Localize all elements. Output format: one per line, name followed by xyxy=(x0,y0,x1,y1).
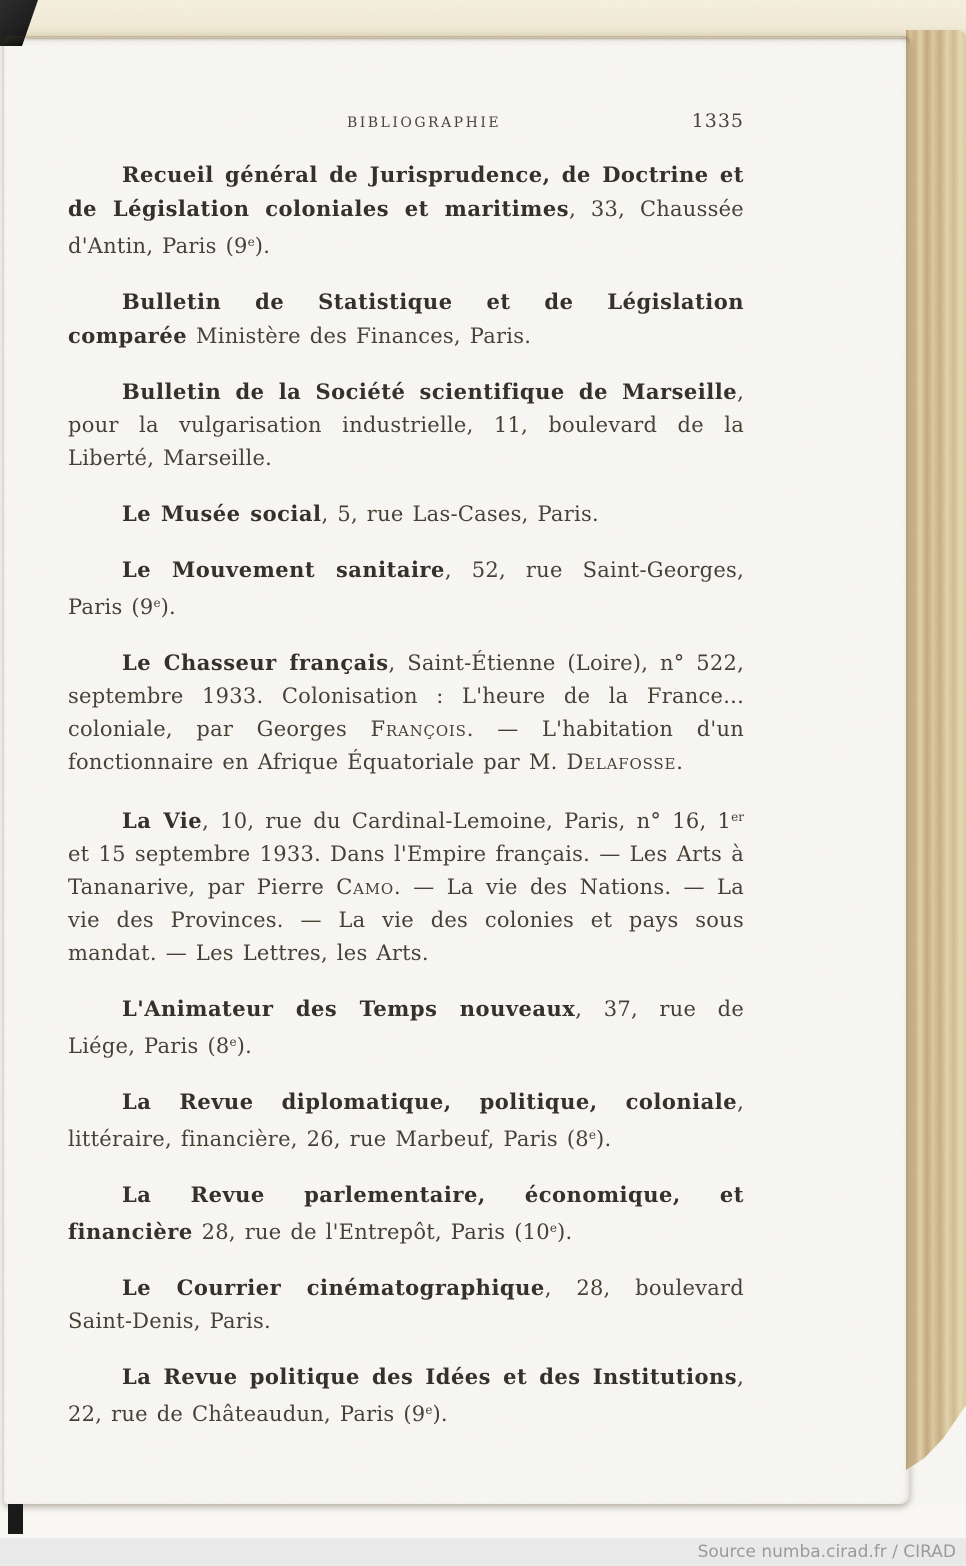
bibliography-entries xyxy=(68,158,744,1431)
entry-title: Bulletin de la Société scientifique de Marseille xyxy=(122,379,738,404)
entry-text: . — L'habitation d'un fonctionnaire en Afrique Équatoriale par M. xyxy=(68,717,744,774)
entry-title: Bulletin de Statistique et de Législation comparée xyxy=(68,289,744,348)
entry-text: ). xyxy=(160,595,176,619)
entry-title: Le Mouvement sanitaire xyxy=(122,557,445,582)
page-content xyxy=(4,36,910,1504)
entry-text: ). xyxy=(236,1034,253,1058)
entry-title: La Revue politique des Idées et des Institutions xyxy=(122,1364,738,1389)
bibliography-entry xyxy=(68,1178,744,1249)
bibliography-entry xyxy=(68,497,744,531)
previous-page-edge xyxy=(26,0,966,38)
entry-text: , 5, rue Las-Cases, Paris. xyxy=(321,502,599,526)
page-number: 1335 xyxy=(691,110,744,132)
entry-text: . — La vie des Nations. — La vie des Provinces. — La vie des colonies et pays sous mandat. — Les Lettres, les Arts. xyxy=(68,875,744,965)
running-title: BIBLIOGRAPHIE xyxy=(346,115,502,131)
entry-text: . xyxy=(676,750,684,774)
bibliography-entry xyxy=(68,1085,744,1156)
entry-text: , Saint-Étienne (Loire), n° 522, septembre 1933. Colonisation : L'heure de la France... coloniale, par Georges xyxy=(68,651,744,741)
entry-text: 28, rue de l'Entrepôt, Paris (10 xyxy=(192,1220,550,1244)
source-attribution: Source numba.cirad.fr / CIRAD xyxy=(697,1542,956,1562)
bibliography-entry xyxy=(68,285,744,353)
entry-title: Le Chasseur français xyxy=(122,650,389,675)
entry-text: Delafosse xyxy=(566,750,677,774)
entry-title: La Revue parlementaire, économique, et financière xyxy=(68,1182,744,1244)
entry-text: , 10, rue du Cardinal-Lemoine, Paris, n° 16, 1 xyxy=(202,809,732,833)
entry-text: , pour la vulgarisation industrielle, 11, boulevard de la Liberté, Marseille. xyxy=(68,380,744,470)
bibliography-entry xyxy=(68,553,744,624)
bibliography-entry xyxy=(68,1360,744,1431)
entry-text: François xyxy=(370,717,467,741)
entry-title: Le Musée social xyxy=(122,501,322,526)
entry-text: , 28, boulevard Saint-Denis, Paris. xyxy=(68,1276,744,1333)
entry-title: La Revue diplomatique, politique, coloniale xyxy=(122,1089,738,1114)
entry-text: e xyxy=(588,1128,597,1142)
bibliography-entry xyxy=(68,992,744,1063)
running-head xyxy=(68,110,744,132)
entry-text: , littéraire, financière, 26, rue Marbeuf, Paris (8 xyxy=(68,1090,744,1151)
entry-title: Le Courrier cinématographique xyxy=(122,1275,545,1300)
entry-text: Camo xyxy=(336,875,395,899)
bibliography-entry xyxy=(68,801,744,970)
entry-text: , 37, rue de Liége, Paris (8 xyxy=(68,997,744,1058)
entry-text: e xyxy=(247,235,255,249)
entry-text: Ministère des Finances, Paris. xyxy=(187,324,532,348)
entry-title: La Vie xyxy=(122,808,203,833)
bibliography-entry xyxy=(68,646,744,779)
bibliography-entry xyxy=(68,158,744,263)
entry-title: L'Animateur des Temps nouveaux xyxy=(122,996,576,1021)
bibliography-entry xyxy=(68,375,744,475)
entry-text: ). xyxy=(557,1220,573,1244)
entry-text: , 52, rue Saint-Georges, Paris (9 xyxy=(68,558,744,619)
page-stack-edges xyxy=(906,30,966,1470)
book-binding-bottom xyxy=(8,1504,23,1534)
entry-title: Recueil général de Jurisprudence, de Doctrine et de Législation coloniales et maritimes xyxy=(68,162,744,221)
entry-text: er xyxy=(731,810,745,824)
entry-text: e xyxy=(153,596,161,610)
bibliography-entry xyxy=(68,1271,744,1338)
source-footer xyxy=(0,1538,966,1566)
entry-text: e xyxy=(549,1221,557,1235)
book-page xyxy=(4,36,910,1504)
entry-text: ). xyxy=(596,1127,612,1151)
entry-text: et 15 septembre 1933. Dans l'Empire français. — Les Arts à Tananarive, par Pierre xyxy=(68,842,744,899)
entry-text: e xyxy=(229,1035,237,1049)
entry-text: e xyxy=(425,1403,433,1417)
entry-text: ). xyxy=(254,234,271,258)
entry-text: , 33, Chaussée d'Antin, Paris (9 xyxy=(68,197,744,258)
entry-text: ). xyxy=(432,1402,448,1426)
entry-text: , 22, rue de Châteaudun, Paris (9 xyxy=(68,1365,744,1426)
